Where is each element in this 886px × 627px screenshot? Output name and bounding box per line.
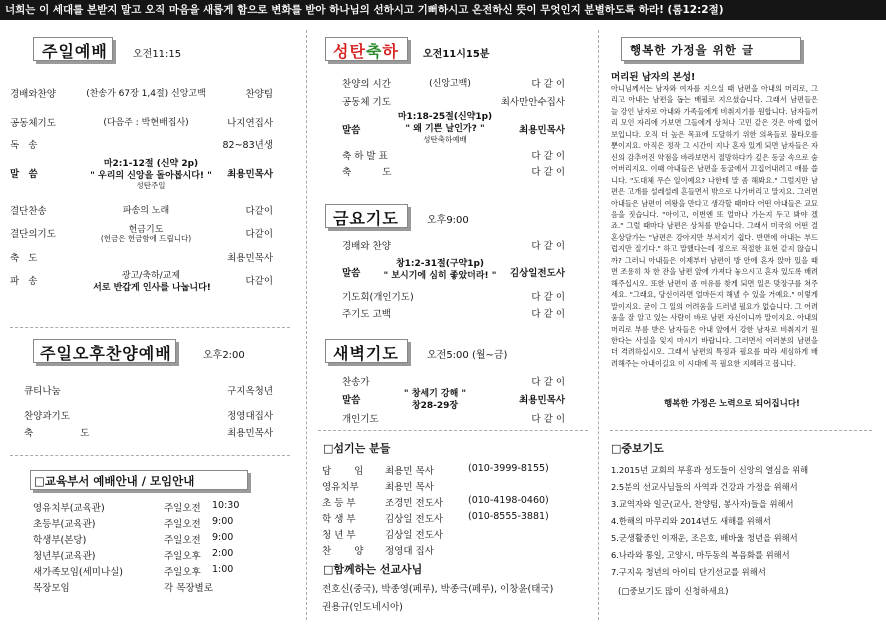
christmas-title-char: 성: [333, 42, 350, 61]
edu-time: 9:00: [212, 532, 234, 543]
sunday-row-right: 나지연집사: [227, 118, 273, 129]
sunday-row-right: 82~83년생: [222, 140, 273, 151]
prayer-item: 4.한해의 마무리와 2014년도 새해를 위해서: [611, 516, 771, 526]
christmas-row-right: 다 같 이: [531, 79, 565, 90]
servers-title: □섬기는 분들: [323, 442, 391, 455]
missionaries-list: 전호신(중국), 박종영(페루), 박종극(페루), 이창윤(태국): [322, 584, 554, 595]
friday-time: 오후9:00: [427, 215, 469, 226]
prayer-item: 3.교역자와 일군(교사, 찬양팀, 봉사자)들을 위해서: [611, 499, 794, 509]
server-name: 최용민 목사: [385, 482, 434, 493]
sunday-row-label: 공동체기도: [10, 118, 56, 129]
sunday-row-right: 다같이: [245, 276, 273, 287]
server-phone: (010-3999-8155): [468, 463, 549, 474]
friday-row-label: 경배와 찬양: [342, 241, 391, 252]
dawn-row-right: 최용민목사: [519, 395, 565, 406]
prayer-item: 7.구지옥 청년의 아이티 단기선교를 위해서: [611, 567, 766, 577]
afternoon-row-right: 최용민목사: [227, 428, 273, 439]
sunday-time: 오전11:15: [133, 49, 182, 60]
afternoon-row-right: 정영대집사: [227, 411, 273, 422]
sunday-row-label: 독 송: [10, 140, 41, 151]
christmas-time: 오전11시15분: [423, 49, 490, 60]
edu-day: 주일오전: [164, 519, 201, 530]
friday-sermon-title: " 보시기에 심히 좋았더라! ": [383, 271, 497, 281]
edu-time: 10:30: [212, 500, 240, 511]
sunday-row-mid: 파송의 노래: [122, 206, 170, 216]
edu-name: 청년부(교육관): [33, 551, 96, 562]
edu-day: 주일오후: [164, 551, 201, 562]
server-name: 정영대 집사: [385, 546, 434, 557]
sunday-row-mid-note: (헌금은 헌금함에 드립니다): [100, 234, 192, 243]
server-name: 김상일 전도사: [385, 514, 444, 525]
christmas-row-mid: (신앙고백): [429, 79, 471, 89]
edu-day: 각 목장별로: [164, 583, 213, 594]
sunday-row-right: 찬양팀: [245, 89, 273, 100]
prayer-item: 5.군생활중인 이재운, 조은호, 배바울 청년을 위해서: [611, 533, 798, 543]
server-phone: (010-8555-3881): [468, 511, 549, 522]
edu-time: 2:00: [212, 548, 234, 559]
dawn-time: 오전5:00 (월~금): [427, 350, 508, 361]
edu-day: 주일오전: [164, 503, 201, 514]
sunday-row-right: 최용민목사: [227, 169, 273, 180]
christmas-row-right: 최용민목사: [519, 125, 565, 136]
edu-name: 목장모임: [33, 583, 70, 594]
sunday-row-label: 말 씀: [10, 169, 41, 180]
christmas-sermon-title: " 왜 기쁜 날인가? ": [405, 124, 485, 134]
missionaries-list-2: 권용규(인도네시아): [322, 602, 403, 613]
server-name: 최용민 목사: [385, 466, 434, 477]
christmas-row-label: 축 도: [342, 167, 406, 178]
edu-name: 영유치부(교육관): [33, 503, 105, 514]
server-role: 청 년 부: [322, 530, 356, 541]
server-role: 초 등 부: [322, 498, 356, 509]
edu-time: 9:00: [212, 516, 234, 527]
christmas-row-label: 공동체 기도: [342, 97, 391, 108]
family-footer: 행복한 가정은 노력으로 되어집니다!: [664, 399, 800, 409]
afternoon-row-label: 축 도: [24, 428, 112, 439]
christmas-row-right: 최사만안수집사: [500, 97, 565, 108]
christmas-row-right: 다 같 이: [531, 167, 565, 178]
dawn-sermon-title: " 창세기 강해 ": [403, 389, 467, 399]
sunday-row-mid-2: 서로 반갑게 인사를 나눕니다!: [93, 283, 211, 293]
dawn-sermon-ref: 창28-29장: [411, 401, 459, 411]
server-name: 조경민 전도사: [385, 498, 444, 509]
sunday-row-label: 결단의기도: [10, 229, 56, 240]
christmas-sermon-ref: 마1:18-25절(신약1p): [397, 112, 493, 122]
sunday-sermon-title: " 우리의 신앙을 돌아봅시다! ": [90, 171, 212, 181]
sunday-row-label: 축 도: [10, 253, 41, 264]
server-role: 찬 양: [322, 546, 374, 557]
family-article-body: 아니님께서는 남자와 여자를 지으실 때 남편을 아내의 머리로, 그리고 아내는 남편을 돕는 배필로 지으셨습니다. 그래서 남편들은 늘 강인 남자로 아내와 가족들에게 비춰지기를 원합니다. 남자들끼리 모인 자리에 가보면 그들에게 상처나 고민 같은 것은 아예 없어 보입니다. 오직 더 높은 목표에 도달하기 위한 의욕들로 불타오를 뿐이지요. 아직은 정작 그 시간이 지나 혼자 있게 되면 남자들은 자신의 감추어진 약점을 바라보면서 절망하다가 깊은 동굴 속으로 숨어버리지요. 이때 아내들은 남편을 동굴에서 끄집어내려고 애를 씁니다. "도대체 무슨 일이예요? 나한테 말 좀 해봐요." 그럴지만 남편은 고개를 설레설레 흔들면서 밖으로 나가버리고 말지요. 그러면 아내들은 남편이 여왕을 만다고 생각할 때마다 어떤 아내들은 교묘음을 짓습니다. "아이고, 이번엔 또 얼마나 가는지 두고 봐야 겠죠." 그럴 때마다 남편은 상처를 받습니다. 그래서 미국의 어떤 결혼상담가는 "남편은 강아지만 부서지기 쉽다. 반면에 아내는 부드럽지만 질기다." 하고 말했다는데 정으로 적절한 표현 같지 않습니까? 그러니 아내들은 이제부터 남편이 방 안에 혼자 앉아 있을 때면 조용히 차 한 잔을 남편 앞에 가져다 놓으시고 혼자 있도록 배려해주십시오. 또한 남편이 좀 여유를 찾게 되면 일은 맞장구를 쳐주세요. "그래요, 당신이라면 얼마든지 해낼 수 있을 거예요." 이렇게 말이지요. 굳이 그 일의 어려움을 드러낼 필요가 없습니다. 그 어려움을 잘 알고 있는 사람이 바로 남편 자신이니까 말이지요. 아내의 머리로 부름 받은 남자들은 아내 앞에서 강한 남자로 비춰지기 원한다는 사실을 잊지 마시기 바랍니다. 그러면서 여러분의 남편을 더 격려하십시오. 그래서 남편의 특징과 필요를 따라 세심하게 배려해주는 아내이길요 이 시대에 꼭 필요한 지혜라고 봅니다.: [611, 84, 818, 368]
christmas-row-label: 축 하 발 표: [342, 151, 388, 162]
server-role: 영유치부: [322, 482, 359, 493]
friday-row-right: 다 같 이: [531, 292, 565, 303]
missionaries-title: □함께하는 선교사님: [323, 563, 423, 576]
friday-row-right: 다 같 이: [531, 309, 565, 320]
dawn-row-right: 다 같 이: [531, 377, 565, 388]
prayer-footer: (□중보기도 많이 신청하세요): [618, 587, 729, 597]
edu-name: 학생부(본당): [33, 535, 87, 546]
server-role: 학 생 부: [322, 514, 356, 525]
sunday-row-mid: (다음주 : 박현배집사): [103, 118, 189, 128]
christmas-sermon-note: 성탄축하예배: [423, 135, 467, 144]
sunday-row-right: 다같이: [245, 229, 273, 240]
sunday-row-right: 최용민목사: [227, 253, 273, 264]
edu-day: 주일오후: [164, 567, 201, 578]
dawn-row-label: 말씀: [342, 395, 361, 406]
afternoon-row-label: 찬양과기도: [24, 411, 70, 422]
afternoon-time: 오후2:00: [203, 350, 245, 361]
friday-row-right: 김상일전도사: [509, 268, 565, 279]
afternoon-title: 주일오후찬양예배: [40, 344, 172, 363]
afternoon-row-label: 큐티나눔: [24, 386, 61, 397]
christmas-title-char: 축: [365, 42, 383, 61]
friday-row-right: 다 같 이: [531, 241, 565, 252]
edu-name: 초등부(교육관): [33, 519, 96, 530]
server-name: 김상일 전도사: [385, 530, 444, 541]
friday-row-label: 주기도 고백: [342, 309, 391, 320]
dawn-row-right: 다 같 이: [531, 414, 565, 425]
dawn-title: 새벽기도: [333, 344, 399, 363]
christmas-title-char: 하: [382, 42, 399, 61]
family-title: 행복한 가정을 위한 글: [630, 43, 754, 57]
sunday-row-right: 다같이: [245, 206, 273, 217]
education-title: □교육부서 예배안내 / 모임안내: [34, 474, 195, 488]
divider-left-2: [10, 455, 290, 456]
sunday-row-label: 경배와찬양: [10, 89, 56, 100]
afternoon-row-right: 구지옥청년: [227, 386, 273, 397]
prayer-title: □중보기도: [611, 442, 664, 455]
banner-verse: 너희는 이 세대를 본받지 말고 오직 마음을 새롭게 함으로 변화를 받아 하나님의 선하시고 기뻐하시고 온전하신 뜻이 무엇인지 분별하도록 하라! (롬12:2절): [0, 0, 886, 20]
sunday-sermon-note: 성탄주일: [136, 181, 166, 190]
christmas-row-label: 찬양의 시간: [342, 79, 391, 90]
friday-row-label: 말씀: [342, 268, 361, 279]
sunday-row-mid: (찬송가 67장 1,4절) 신앙고백: [86, 89, 206, 99]
dawn-row-label: 개인기도: [342, 414, 379, 425]
server-role: 담 임: [322, 466, 374, 477]
prayer-item: 6.나라와 통일, 고양시, 마두동의 복음화를 위해서: [611, 550, 790, 560]
prayer-item: 1.2015년 교회의 부흥과 성도들이 신앙의 열심을 위해: [611, 465, 809, 475]
column-divider-2: [598, 30, 599, 620]
sunday-title: 주일예배: [42, 42, 108, 61]
christmas-row-label: 말씀: [342, 125, 361, 136]
family-heading: 머리된 남자의 본성!: [611, 72, 696, 83]
friday-sermon-ref: 창1:2-31절(구약1p): [395, 259, 485, 269]
christmas-row-right: 다 같 이: [531, 151, 565, 162]
edu-day: 주일오전: [164, 535, 201, 546]
divider-mid-1: [318, 430, 588, 431]
column-divider-1: [306, 30, 307, 620]
sunday-row-label: 파 송: [10, 276, 41, 287]
edu-name: 새가족모임(세미나실): [33, 567, 124, 578]
divider-left-1: [10, 327, 290, 328]
friday-title: 금요기도: [333, 209, 399, 228]
edu-time: 1:00: [212, 564, 234, 575]
sunday-row-label: 결단찬송: [10, 206, 47, 217]
divider-right-1: [610, 430, 872, 431]
christmas-title: [333, 39, 399, 62]
dawn-row-label: 찬송가: [342, 377, 370, 388]
server-phone: (010-4198-0460): [468, 495, 549, 506]
sunday-row-mid: 헌금기도: [128, 225, 164, 235]
sunday-sermon-ref: 마2:1-12절 (신약 2p): [103, 159, 199, 169]
sunday-row-mid: 광고/축하/교제: [121, 271, 181, 281]
friday-row-label: 기도회(개인기도): [342, 292, 414, 303]
prayer-item: 2.5분의 선교사님들의 사역과 건강과 가정을 위해서: [611, 482, 798, 492]
christmas-title-char: 탄: [349, 42, 366, 61]
